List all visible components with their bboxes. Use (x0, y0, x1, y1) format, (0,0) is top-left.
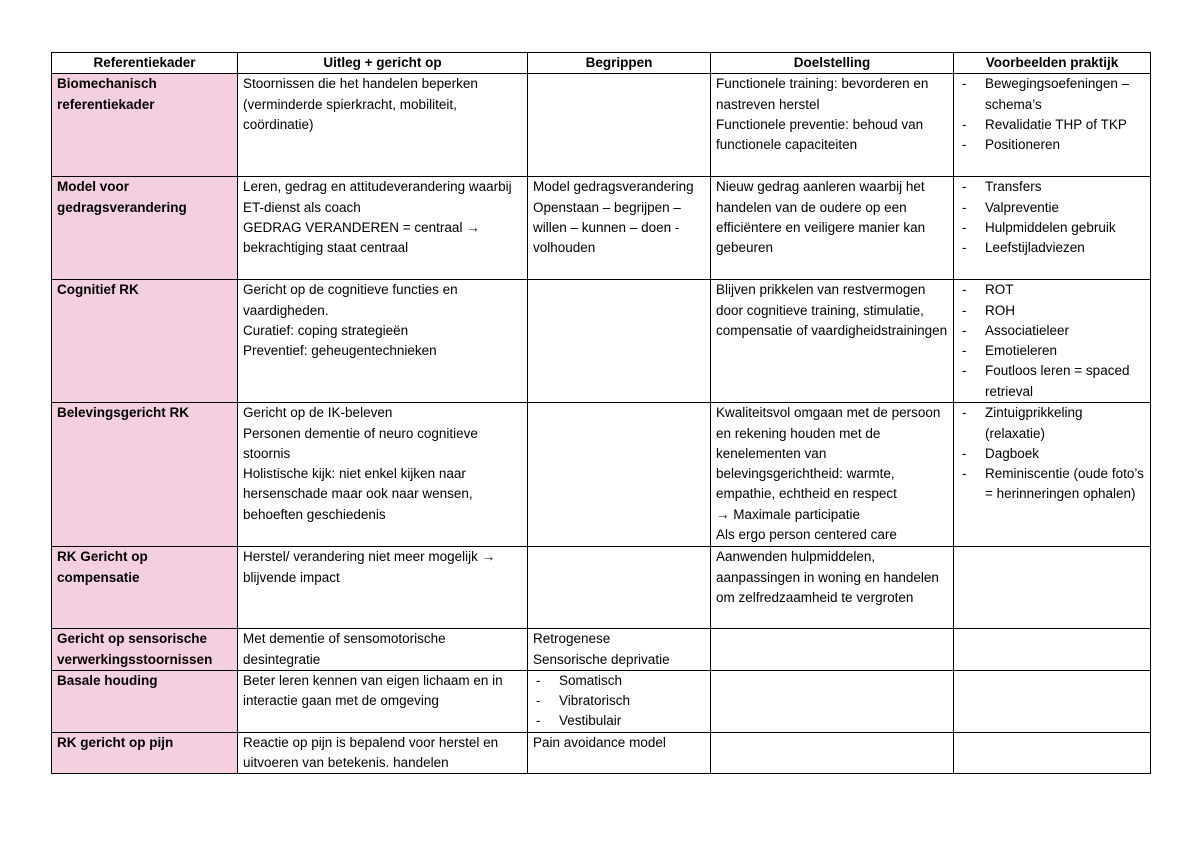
cell-doelstelling (711, 177, 954, 280)
cell-doelstelling (711, 280, 954, 403)
cell-referentiekader: Belevingsgericht RK (52, 403, 238, 547)
header-referentiekader: Referentiekader (52, 53, 238, 74)
list-item: - Revalidatie THP of TKP (959, 115, 1145, 135)
list-item: - Positioneren (959, 135, 1145, 155)
list-item: - ROH (959, 301, 1145, 321)
cell-doelstelling-line: Nieuw gedrag aanleren waarbij het handelen van de oudere op een efficiëntere en veiligere manier kan gebeuren (716, 179, 926, 256)
cell-uitleg-line: Personen dementie of neuro cognitieve stoornis (243, 425, 478, 461)
voorbeelden-list (959, 177, 1145, 258)
cell-uitleg-line: Reactie op pijn is bepalend voor herstel en uitvoeren van betekenis. handelen (243, 734, 499, 771)
header-voorbeelden: Voorbeelden praktijk (954, 53, 1151, 74)
cell-begrippen-line: Retrogenese (533, 631, 611, 647)
list-item: - ROT (959, 280, 1145, 300)
list-item: - Reminiscentie (oude foto’s = herinneringen ophalen) (959, 464, 1145, 505)
list-item: - Foutloos leren = spaced retrieval (959, 361, 1145, 402)
cell-uitleg-line: Met dementie of sensomotorische desintegratie (243, 631, 446, 667)
cell-referentiekader: Cognitief RK (52, 280, 238, 403)
cell-begrippen (528, 547, 711, 629)
cell-uitleg (238, 403, 528, 547)
cell-doelstelling (711, 74, 954, 177)
cell-uitleg (238, 629, 528, 671)
cell-uitleg (238, 177, 528, 280)
cell-begrippen-line: Openstaan – begrijpen – willen – kunnen – doen -volhouden (533, 199, 681, 256)
table-row (52, 670, 1151, 732)
cell-uitleg-line: Herstel/ verandering niet meer mogelijk → blijvende impact (243, 549, 496, 585)
header-uitleg: Uitleg + gericht op (238, 53, 528, 74)
cell-uitleg (238, 280, 528, 403)
cell-voorbeelden (954, 629, 1151, 671)
cell-begrippen (528, 280, 711, 403)
header-begrippen: Begrippen (528, 53, 711, 74)
list-item: - Associatieleer (959, 321, 1145, 341)
cell-uitleg-line: Gericht op de IK-beleven (243, 405, 393, 421)
cell-voorbeelden (954, 74, 1151, 177)
begrippen-list (533, 671, 705, 732)
voorbeelden-list (959, 280, 1145, 402)
cell-begrippen-line: Model gedragsverandering (533, 179, 694, 195)
cell-begrippen (528, 177, 711, 280)
voorbeelden-list (959, 403, 1145, 504)
cell-doelstelling (711, 732, 954, 774)
table-row (52, 629, 1151, 671)
list-item: - Transfers (959, 177, 1145, 197)
cell-doelstelling-line: Als ergo person centered care (716, 527, 897, 543)
cell-begrippen (528, 732, 711, 774)
table-row (52, 403, 1151, 547)
cell-uitleg-line: GEDRAG VERANDEREN = centraal → bekrachtiging staat centraal (243, 219, 480, 256)
cell-doelstelling-line: Functionele preventie: behoud van functionele capaciteiten (716, 116, 924, 153)
cell-doelstelling-line: Blijven prikkelen van restvermogen door cognitieve training, stimulatie, compensatie of vaardigheidstrainingen (716, 282, 948, 338)
cell-doelstelling-line: Aanwenden hulpmiddelen, aanpassingen in woning en handelen om zelfredzaamheid te vergroten (716, 549, 939, 605)
list-item: - Bewegingsoefeningen – schema’s (959, 74, 1145, 115)
cell-doelstelling-line: → Maximale participatie (716, 506, 861, 522)
list-item: - Leefstijladviezen (959, 238, 1145, 258)
voorbeelden-list (959, 74, 1145, 155)
cell-uitleg-line: Stoornissen die het handelen beperken (verminderde spierkracht, mobiliteit, coördinatie) (243, 76, 478, 132)
list-item: - Vibratorisch (533, 691, 705, 711)
header-doelstelling: Doelstelling (711, 53, 954, 74)
list-item: - Valpreventie (959, 198, 1145, 218)
cell-referentiekader: Gericht op sensorische verwerkingsstoornissen (52, 629, 238, 671)
cell-referentiekader: RK Gericht op compensatie (52, 547, 238, 629)
cell-referentiekader: Basale houding (52, 670, 238, 732)
cell-begrippen (528, 670, 711, 732)
cell-begrippen-line: Sensorische deprivatie (533, 651, 670, 667)
cell-begrippen (528, 74, 711, 177)
cell-uitleg-line: Beter leren kennen van eigen lichaam en in interactie gaan met de omgeving (243, 672, 503, 709)
cell-voorbeelden (954, 280, 1151, 403)
cell-doelstelling-line: Functionele training: bevorderen en nastreven herstel (716, 76, 929, 112)
cell-uitleg-line: Curatief: coping strategieën (243, 322, 409, 338)
cell-uitleg-line: Holistische kijk: niet enkel kijken naar hersenschade maar ook naar wensen, behoeften geschiedenis (243, 466, 473, 522)
table-row (52, 547, 1151, 629)
cell-voorbeelden (954, 403, 1151, 547)
cell-begrippen-line: Pain avoidance model (533, 734, 666, 750)
list-item: - Zintuigprikkeling (relaxatie) (959, 403, 1145, 444)
cell-uitleg (238, 670, 528, 732)
referentiekader-table (51, 52, 1151, 774)
cell-voorbeelden (954, 177, 1151, 280)
cell-referentiekader: Model voor gedragsverandering (52, 177, 238, 280)
cell-uitleg (238, 547, 528, 629)
cell-doelstelling-line: Kwaliteitsvol omgaan met de persoon en rekening houden met de kenelementen van belevingsgerichtheid: warmte, empathie, echtheid en respect (716, 405, 941, 502)
cell-doelstelling (711, 629, 954, 671)
table-row (52, 74, 1151, 177)
cell-uitleg-line: Gericht op de cognitieve functies en vaardigheden. (243, 282, 458, 318)
table-row (52, 732, 1151, 774)
cell-begrippen (528, 629, 711, 671)
list-item: - Somatisch (533, 671, 705, 691)
cell-referentiekader: RK gericht op pijn (52, 732, 238, 774)
list-item: - Emotieleren (959, 341, 1145, 361)
list-item: - Vestibulair (533, 711, 705, 731)
header-row (52, 53, 1151, 74)
cell-uitleg (238, 74, 528, 177)
table-body (52, 74, 1151, 774)
cell-doelstelling (711, 547, 954, 629)
cell-voorbeelden (954, 670, 1151, 732)
cell-begrippen (528, 403, 711, 547)
cell-referentiekader: Biomechanisch referentiekader (52, 74, 238, 177)
list-item: - Dagboek (959, 444, 1145, 464)
cell-doelstelling (711, 670, 954, 732)
cell-voorbeelden (954, 547, 1151, 629)
cell-doelstelling (711, 403, 954, 547)
table-row (52, 177, 1151, 280)
list-item: - Hulpmiddelen gebruik (959, 218, 1145, 238)
cell-uitleg-line: Preventief: geheugentechnieken (243, 343, 437, 359)
cell-voorbeelden (954, 732, 1151, 774)
cell-uitleg (238, 732, 528, 774)
cell-uitleg-line: Leren, gedrag en attitudeverandering waarbij ET-dienst als coach (243, 179, 512, 215)
table-row (52, 280, 1151, 403)
